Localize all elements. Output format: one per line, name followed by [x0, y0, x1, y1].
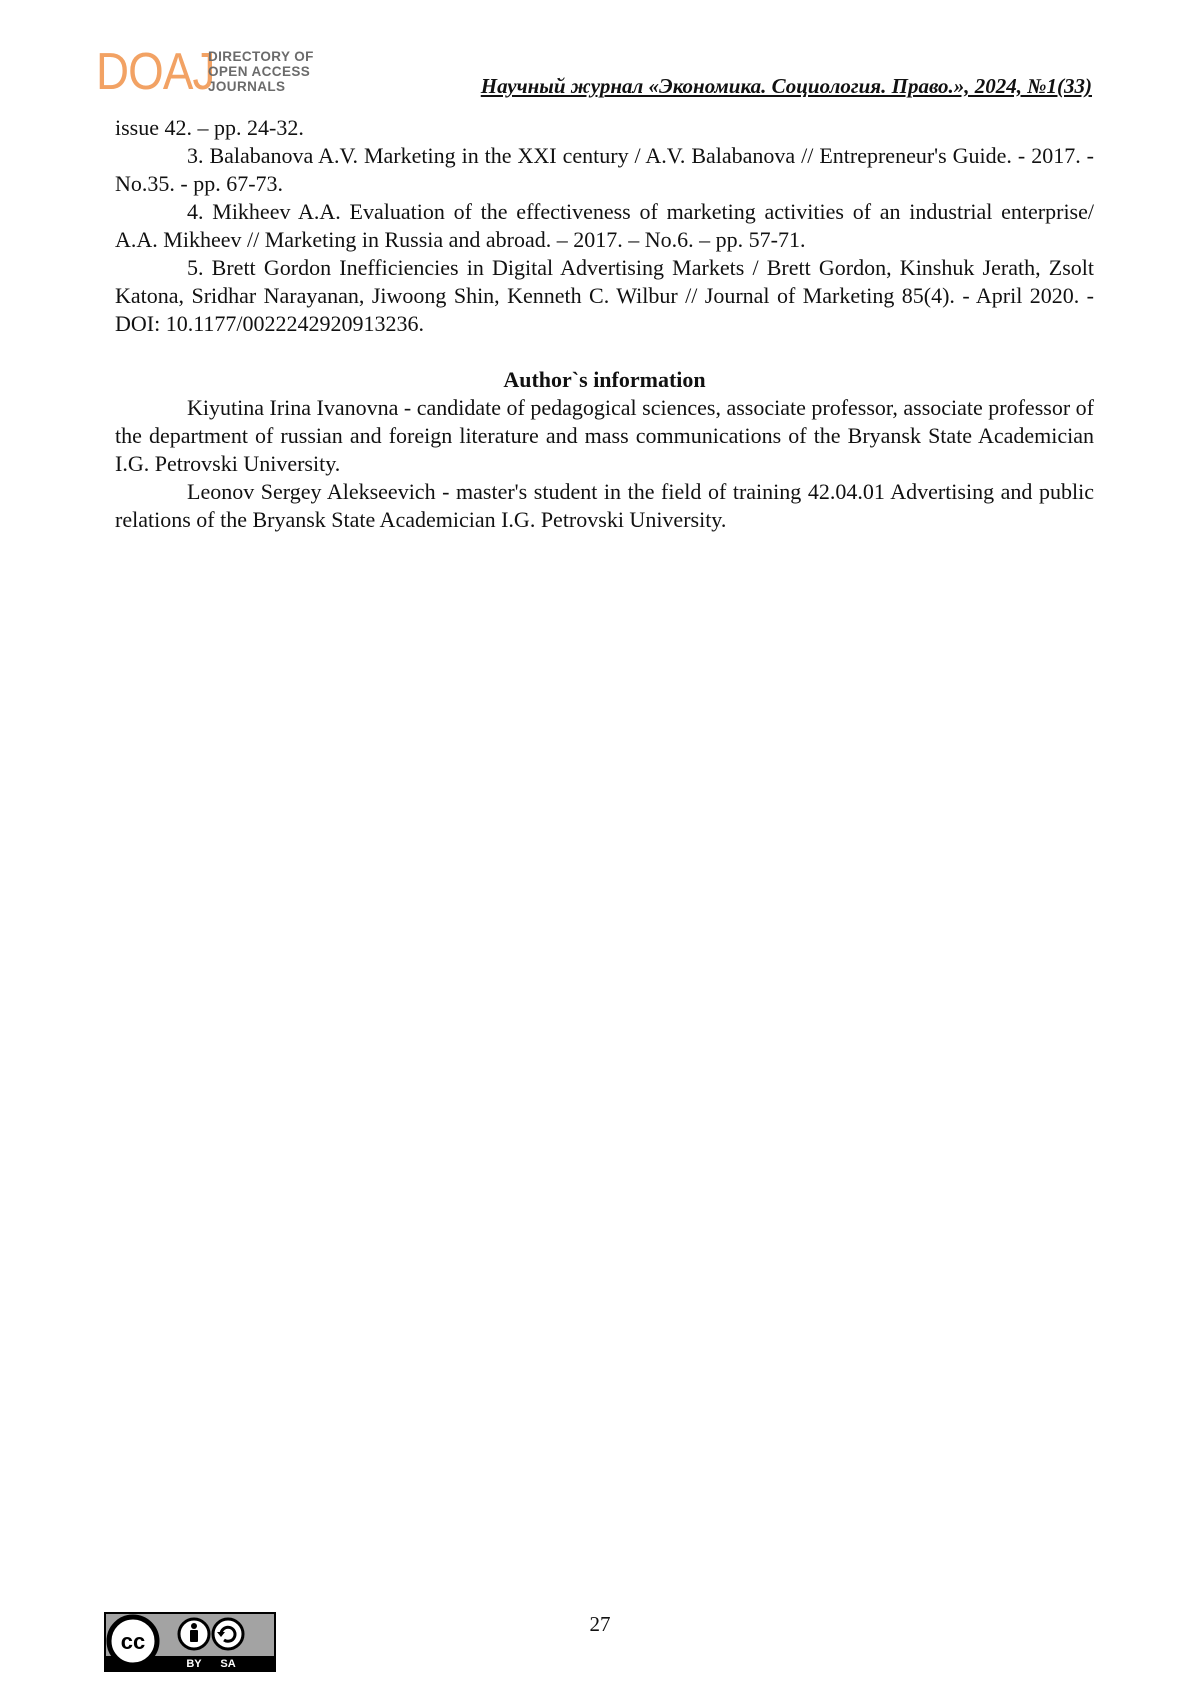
author-info-item: Leonov Sergey Alekseevich - master's student in the field of training 42.04.01 Advertising and public relations of the Bryansk State Academician I.G. Petrovski University.	[115, 479, 1094, 532]
page-number: 27	[589, 1612, 611, 1636]
by-label: BY	[186, 1658, 202, 1670]
doaj-logo-mark: DOAJ	[96, 43, 215, 101]
author-info-title: Author`s information	[503, 367, 706, 392]
page-content	[115, 114, 1094, 534]
doaj-logo	[96, 43, 316, 101]
sa-label: SA	[220, 1658, 236, 1670]
reference-item: 4. Mikheev A.A. Evaluation of the effectiveness of marketing activities of an industrial enterprise/ A.A. Mikheev // Marketing in Russia and abroad. – 2017. – No.6. – pp. 57-71.	[115, 199, 1094, 252]
doaj-logo-line: DIRECTORY OF	[208, 49, 314, 64]
reference-item: 3. Balabanova A.V. Marketing in the XXI century / A.V. Balabanova // Entrepreneur's Guide. - 2017. - No.35. - pp. 67-73.	[115, 143, 1094, 196]
reference-item: 5. Brett Gordon Inefficiencies in Digital Advertising Markets / Brett Gordon, Kinshuk Jerath, Zsolt Katona, Sridhar Narayanan, Jiwoong Shin, Kenneth C. Wilbur // Journal of Marketing 85(4). - April 2020. - DOI: 10.1177/0022242920913236.	[115, 255, 1094, 336]
reference-continuation: issue 42. – pp. 24-32.	[115, 115, 304, 140]
doaj-logo-text	[208, 49, 314, 94]
journal-header: Научный журнал «Экономика. Социология. Право.», 2024, №1(33)	[480, 74, 1092, 98]
doaj-logo-line: OPEN ACCESS	[208, 64, 311, 79]
cc-icon-label: cc	[120, 1629, 146, 1654]
doaj-logo-line: JOURNALS	[208, 79, 286, 94]
author-info-item: Kiyutina Irina Ivanovna - candidate of pedagogical sciences, associate professor, associate professor of the department of russian and foreign literature and mass communications of the Bryansk State Academician I.G. Petrovski University.	[115, 395, 1094, 476]
